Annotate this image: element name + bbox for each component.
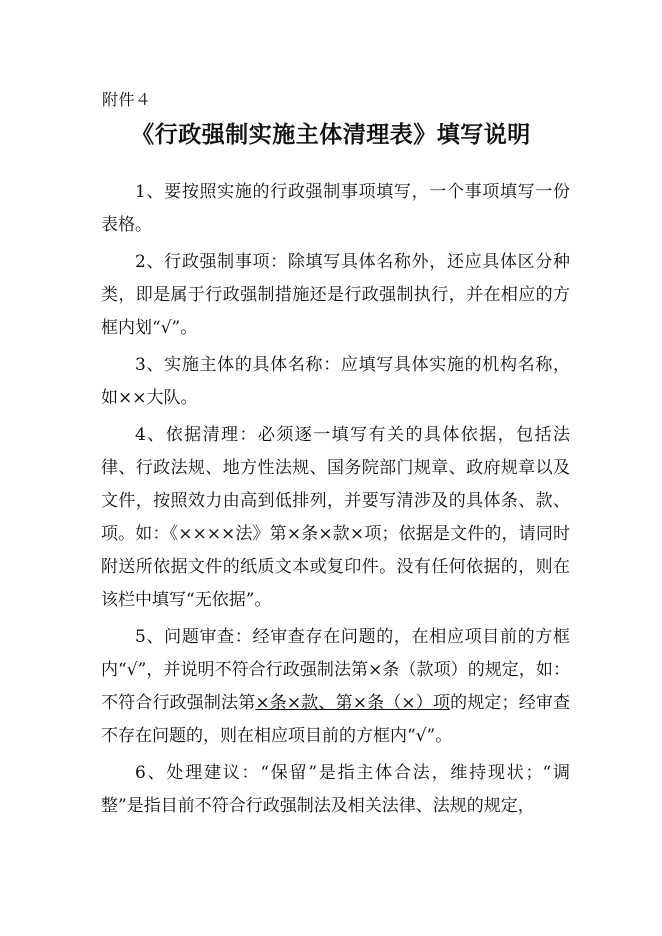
paragraph-4: 4、依据清理：必须逐一填写有关的具体依据，包括法律、行政法规、地方性法规、国务院部门规章、政府规章以及文件，按照效力由高到低排列，并要写清涉及的具体条、款、项。如：《××××法》第×条×款×项；依据是文件的，请同时附送所依据文件的纸质文本或复印件。没有任何依据的，则在该栏中填写“无依据”。 — [101, 425, 570, 610]
paragraph-3: 3、实施主体的具体名称：应填写具体实施的机构名称，如××大队。 — [101, 355, 570, 408]
attachment-label: 附件４ — [102, 90, 152, 109]
paragraph-5-underlined: ×条×款、第×条（×）项 — [255, 693, 451, 713]
paragraph-5-part2: 的规定；经审查不存在问题的，则在相应项目前的方框内“√”。 — [101, 693, 571, 746]
document-title: 《行政强制实施主体清理表》填写说明 — [131, 122, 531, 148]
paragraph-1: 1、要按照实施的行政强制事项填写，一个事项填写一份表格。 — [101, 182, 570, 235]
paragraph-5 — [101, 621, 570, 753]
document-body — [101, 176, 570, 827]
paragraph-6: 6、处理建议：“保留”是指主体合法，维持现状；“调整”是指目前不符合行政强制法及相关法律、法规的规定， — [101, 763, 570, 816]
paragraph-2: 2、行政强制事项：除填写具体名称外，还应具体区分种类，即是属于行政强制措施还是行政强制执行，并在相应的方框内划“√”。 — [101, 252, 570, 338]
paragraph-5-part1: 5、问题审查：经审查存在问题的，在相应项目前的方框内“√”，并说明不符合行政强制法第×条（款项）的规定，如：不符合行政强制法第 — [101, 627, 570, 713]
